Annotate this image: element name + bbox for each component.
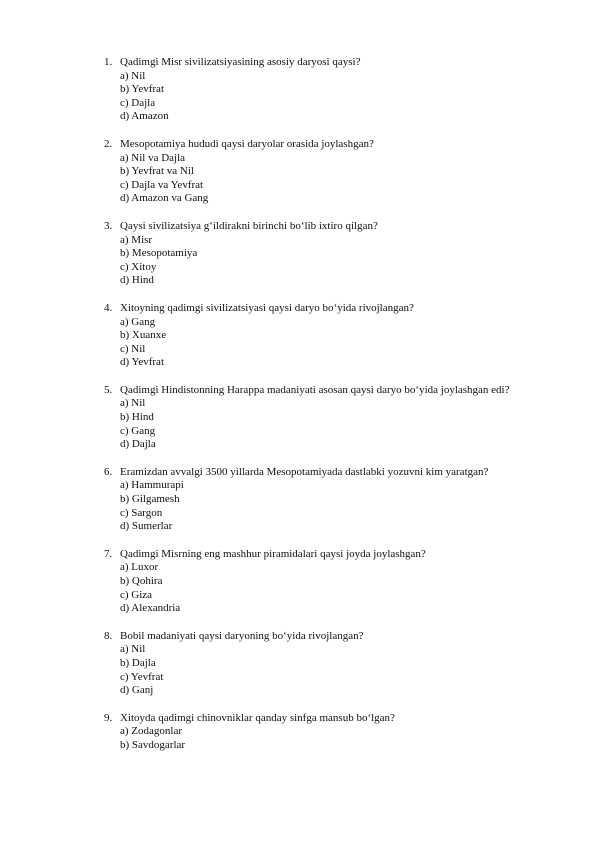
question-item-7	[104, 548, 564, 616]
question-number: 7.	[104, 547, 113, 560]
answer-option: b) Xuanxe	[120, 329, 167, 342]
answer-option: d) Amazon	[120, 110, 169, 123]
answer-option: a) Nil	[120, 397, 146, 410]
question-number: 8.	[104, 629, 113, 642]
answer-option: d) Alexandria	[120, 602, 181, 615]
question-item-6	[104, 466, 564, 534]
question-item-1	[104, 56, 564, 124]
question-text: Mesopotamiya hududi qaysi daryolar orasida joylashgan?	[120, 137, 374, 150]
answer-option: c) Gang	[120, 424, 156, 437]
question-item-2	[104, 138, 564, 206]
question-text: Qadimgi Misr sivilizatsiyasining asosiy daryosi qaysi?	[120, 56, 361, 68]
question-text: Xitoyda qadimgi chinovniklar qanday sinfga mansub bo‘lgan?	[120, 711, 395, 724]
question-text: Eramizdan avvalgi 3500 yillarda Mesopotamiyada dastlabki yozuvni kim yaratgan?	[120, 465, 489, 478]
answer-option: d) Dajla	[120, 438, 156, 451]
answer-option: a) Nil	[120, 69, 146, 82]
answer-option: a) Zodagonlar	[120, 725, 182, 738]
answer-option: a) Luxor	[120, 561, 159, 574]
answer-option: d) Sumerlar	[120, 520, 173, 533]
question-text: Qadimgi Hindistonning Harappa madaniyati asosan qaysi daryo bo‘yida joylashgan edi?	[120, 383, 510, 396]
question-number: 6.	[104, 465, 113, 478]
question-list	[104, 56, 564, 767]
answer-option: d) Amazon va Gang	[120, 192, 209, 205]
question-number: 1.	[104, 56, 113, 68]
answer-option: d) Yevfrat	[120, 356, 164, 369]
answer-option: c) Dajla	[120, 96, 156, 109]
question-text: Bobil madaniyati qaysi daryoning bo‘yida rivojlangan?	[120, 629, 364, 642]
question-text: Xitoyning qadimgi sivilizatsiyasi qaysi daryo bo‘yida rivojlangan?	[120, 301, 414, 314]
question-item-8	[104, 630, 564, 698]
answer-option: c) Dajla va Yevfrat	[120, 178, 204, 191]
question-item-3	[104, 220, 564, 288]
question-number: 3.	[104, 219, 113, 232]
answer-option: c) Yevfrat	[120, 670, 164, 683]
question-item-4	[104, 302, 564, 370]
answer-option: a) Hammurapi	[120, 479, 184, 492]
answer-option: b) Savdogarlar	[120, 738, 186, 751]
answer-option: c) Nil	[120, 342, 146, 355]
answer-option: b) Mesopotamiya	[120, 247, 198, 260]
answer-option: a) Nil	[120, 643, 146, 656]
answer-option: c) Giza	[120, 588, 153, 601]
answer-option: d) Ganj	[120, 684, 154, 697]
question-number: 4.	[104, 301, 113, 314]
question-item-5	[104, 384, 564, 452]
answer-option: d) Hind	[120, 274, 154, 287]
question-text: Qaysi sivilizatsiya g‘ildirakni birinchi bo‘lib ixtiro qilgan?	[120, 219, 378, 232]
question-number: 5.	[104, 383, 113, 396]
answer-option: a) Misr	[120, 233, 153, 246]
question-number: 2.	[104, 137, 113, 150]
answer-option: b) Hind	[120, 411, 154, 424]
answer-option: c) Xitoy	[120, 260, 157, 273]
question-text: Qadimgi Misrning eng mashhur piramidalari qaysi joyda joylashgan?	[120, 547, 426, 560]
question-number: 9.	[104, 711, 113, 724]
answer-option: c) Sargon	[120, 506, 163, 519]
answer-option: b) Dajla	[120, 656, 156, 669]
question-item-9	[104, 712, 564, 753]
answer-option: b) Gilgamesh	[120, 493, 180, 506]
answer-option: b) Yevfrat va Nil	[120, 165, 194, 178]
answer-option: b) Qohira	[120, 575, 163, 587]
answer-option: a) Nil va Dajla	[120, 151, 186, 164]
answer-option: b) Yevfrat	[120, 83, 164, 96]
answer-option: a) Gang	[120, 315, 156, 328]
